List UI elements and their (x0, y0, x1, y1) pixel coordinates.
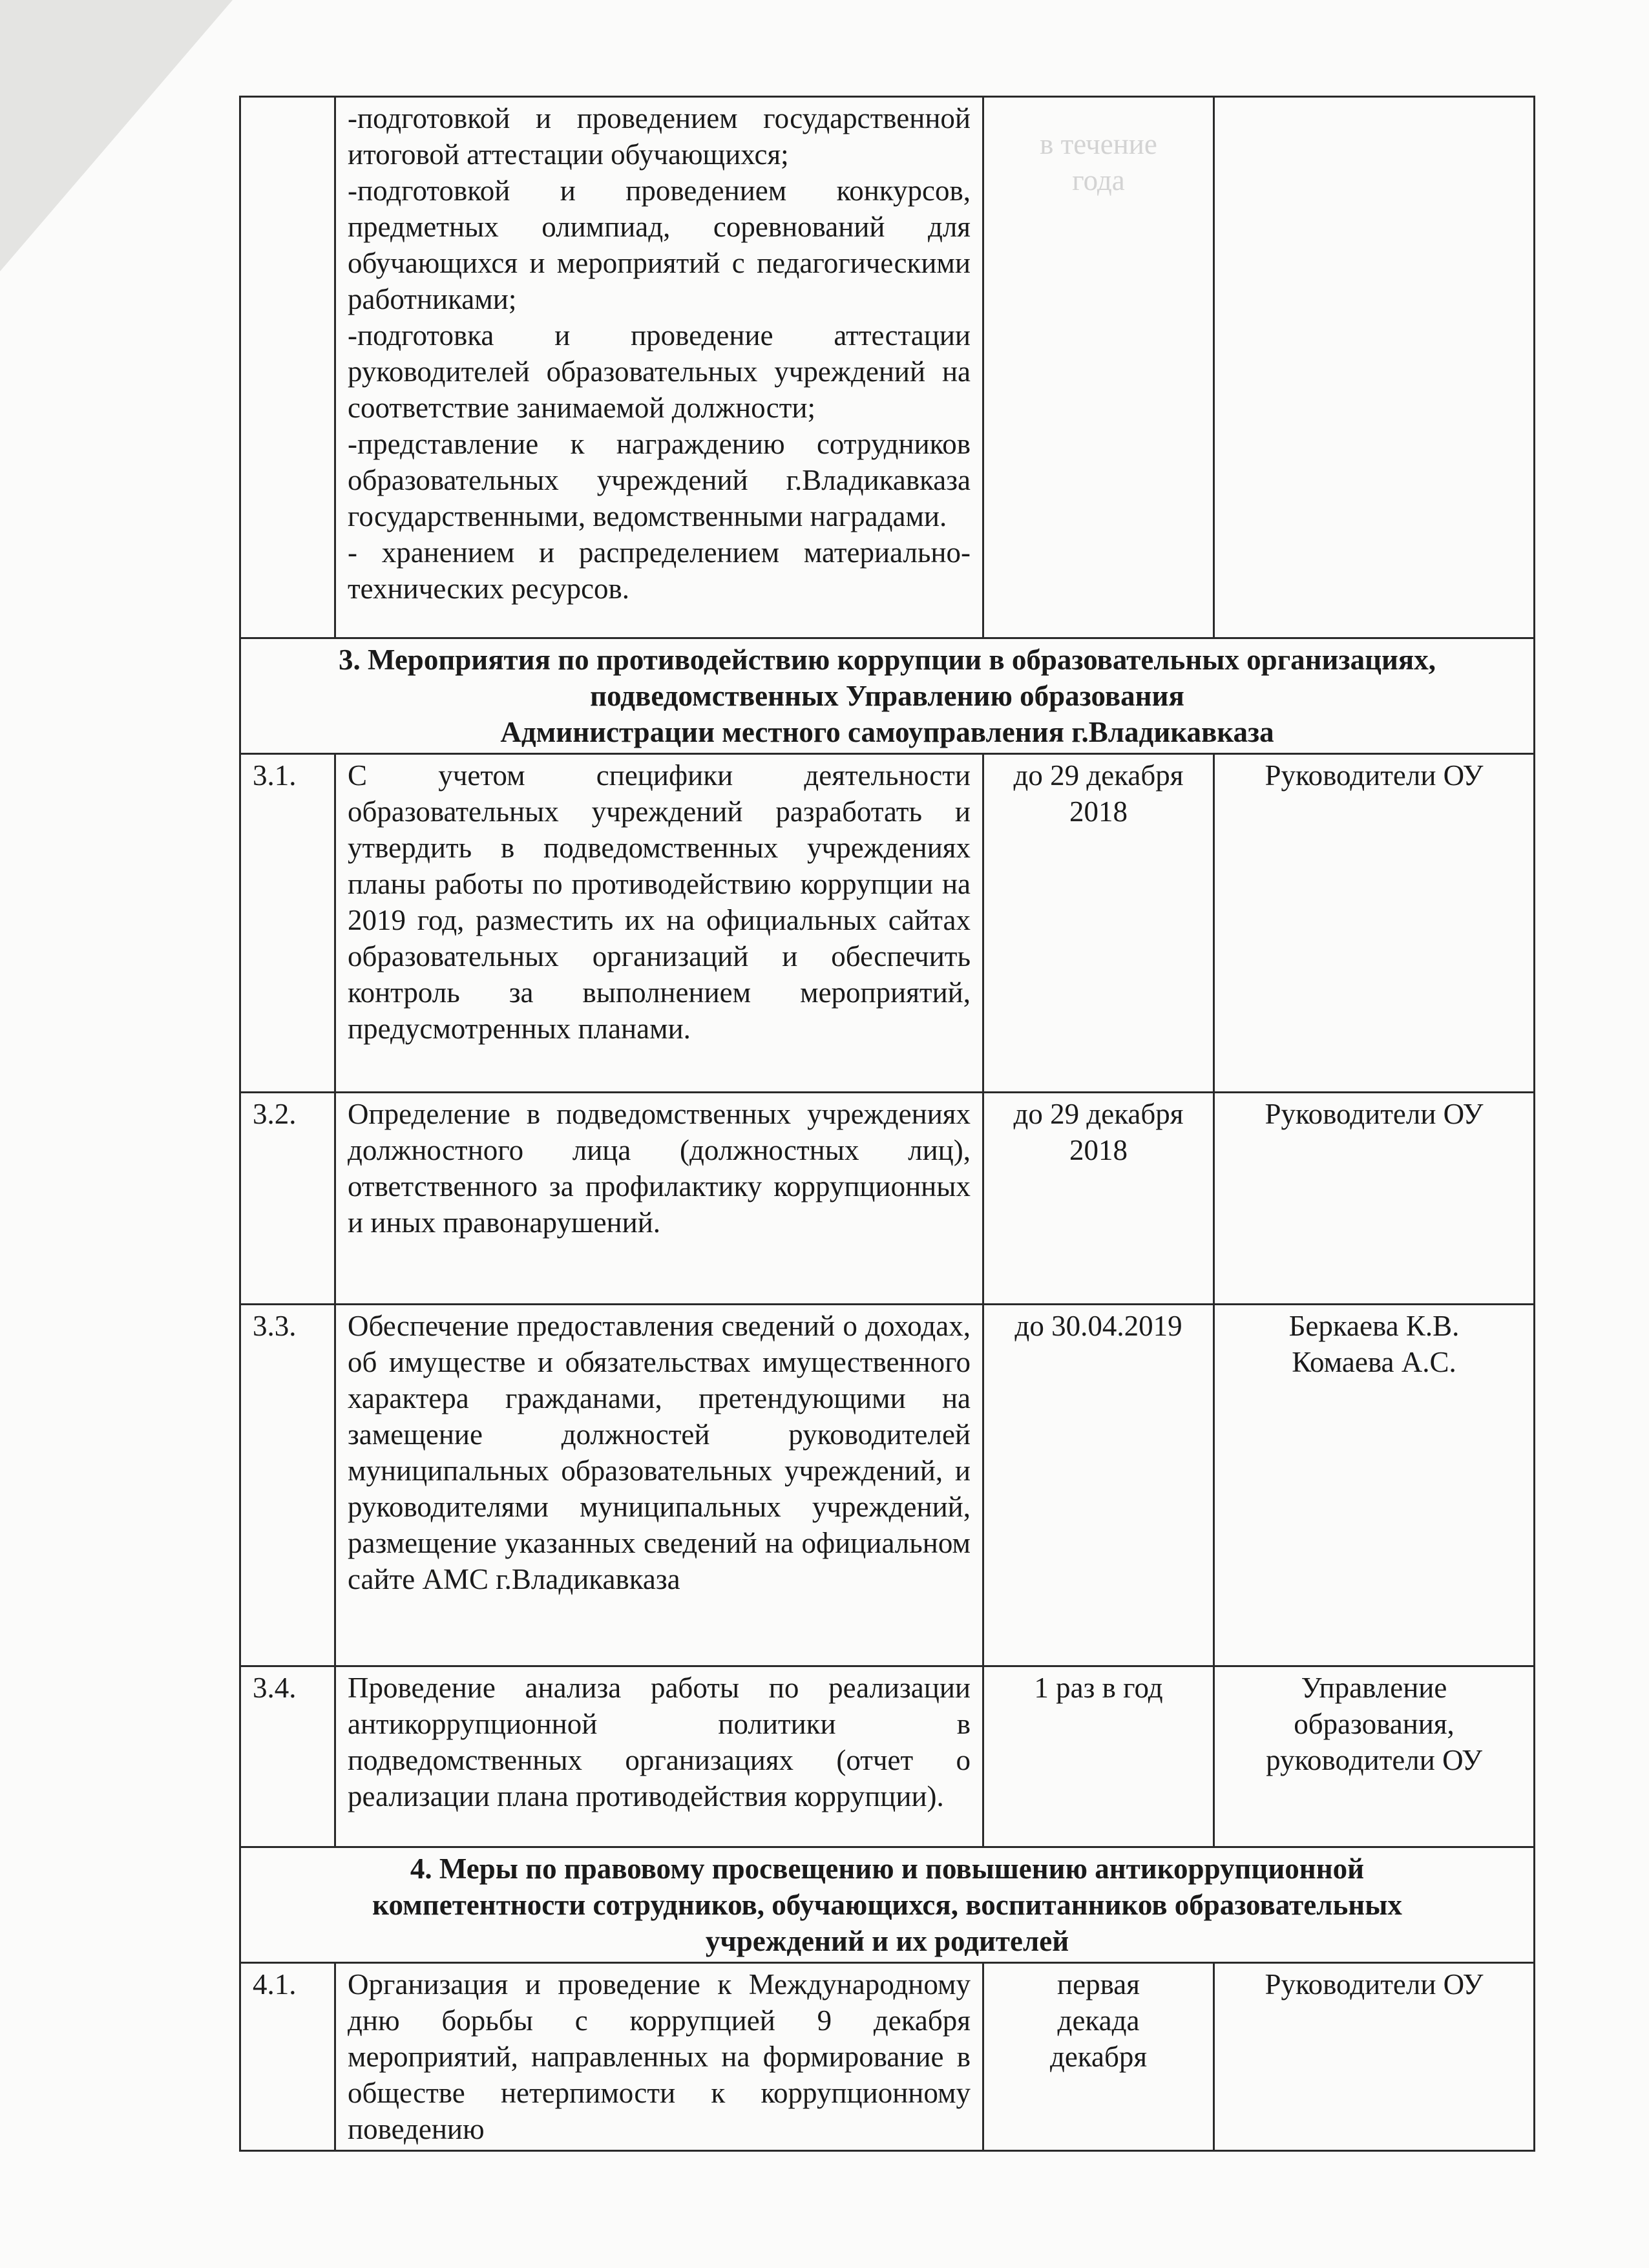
table-row (240, 1305, 1535, 1666)
continuation-line: - хранением и распределением материально-технических ресурсов. (348, 536, 971, 605)
section-title-line: 3. Мероприятия по противодействию коррупции в образовательных организациях, (338, 644, 1436, 676)
bleed-through-text: в течение (1040, 128, 1157, 160)
item-number: 3.4. (240, 1666, 335, 1847)
continuation-date-cell (983, 97, 1214, 638)
continuation-line: -представление к награждению сотрудников образовательных учреждений г.Владикавказа государственными, ведомственными наградами. (348, 428, 971, 532)
bleed-through-text: года (1072, 164, 1125, 196)
item-number: 4.1. (240, 1963, 335, 2151)
deadline-line: декабря (1049, 2041, 1148, 2073)
table-row (240, 1963, 1535, 2151)
section-title-line: 4. Меры по правовому просвещению и повышению антикоррупционной (410, 1853, 1365, 1885)
item-responsible (1214, 1666, 1535, 1847)
section-title-line: подведомственных Управлению образования (590, 680, 1184, 712)
section-title-line: учреждений и их родителей (705, 1925, 1069, 1957)
responsible-line: руководители ОУ (1266, 1744, 1482, 1776)
plan-table (239, 96, 1535, 2152)
item-responsible: Руководители ОУ (1214, 1963, 1535, 2151)
deadline-line: первая (1057, 1968, 1140, 2000)
section-3-title (240, 638, 1535, 754)
page-corner-shadow (0, 0, 233, 271)
continuation-text-cell (335, 97, 983, 638)
section-title-line: Администрации местного самоуправления г.Владикавказа (500, 716, 1274, 748)
item-description: Организация и проведение к Международному дню борьбы с коррупцией 9 декабря мероприятий, направленных на формирование в обществе нетерпимости к коррупционному поведению (335, 1963, 983, 2151)
item-deadline: 1 раз в год (983, 1666, 1214, 1847)
item-description: Определение в подведомственных учреждениях должностного лица (должностных лиц), ответственного за профилактику коррупционных и иных правонарушений. (335, 1093, 983, 1305)
item-description: Обеспечение предоставления сведений о доходах, об имуществе и обязательствах имущественного характера гражданами, претендующими на замещение должностей руководителей муниципальных образовательных учреждений, и руководителями муниципальных учреждений, размещение указанных сведений на официальном сайте АМС г.Владикавказа (335, 1305, 983, 1666)
continuation-line: -подготовка и проведение аттестации руководителей образовательных учреждений на соответствие занимаемой должности; (348, 319, 971, 424)
responsible-person: Комаева А.С. (1292, 1346, 1456, 1378)
item-number: 3.2. (240, 1093, 335, 1305)
item-deadline: до 29 декабря 2018 (983, 1093, 1214, 1305)
continuation-line: -подготовкой и проведением государственной итоговой аттестации обучающихся; (348, 102, 971, 171)
deadline-line: декада (1057, 2004, 1140, 2037)
section-4-title (240, 1847, 1535, 1963)
table-row (240, 754, 1535, 1093)
responsible-line: Управление (1301, 1672, 1447, 1704)
item-deadline: до 30.04.2019 (983, 1305, 1214, 1666)
item-number: 3.3. (240, 1305, 335, 1666)
item-responsible: Руководители ОУ (1214, 754, 1535, 1093)
item-description: Проведение анализа работы по реализации антикоррупционной политики в подведомственных организациях (отчет о реализации плана противодействия коррупции). (335, 1666, 983, 1847)
item-deadline: до 29 декабря 2018 (983, 754, 1214, 1093)
item-responsible (1214, 1305, 1535, 1666)
section-header-row (240, 638, 1535, 754)
item-number: 3.1. (240, 754, 335, 1093)
table-row (240, 1666, 1535, 1847)
item-deadline (983, 1963, 1214, 2151)
section-title-line: компетентности сотрудников, обучающихся, воспитанников образовательных (372, 1889, 1402, 1921)
continuation-line: -подготовкой и проведением конкурсов, предметных олимпиад, соревнований для обучающихся и мероприятий с педагогическими работниками; (348, 174, 971, 315)
continuation-row (240, 97, 1535, 638)
responsible-line: образования, (1294, 1708, 1455, 1740)
responsible-person: Беркаева К.В. (1288, 1310, 1460, 1342)
continuation-num-cell (240, 97, 335, 638)
item-responsible: Руководители ОУ (1214, 1093, 1535, 1305)
table-row (240, 1093, 1535, 1305)
section-header-row (240, 1847, 1535, 1963)
continuation-resp-cell (1214, 97, 1535, 638)
item-description: С учетом специфики деятельности образовательных учреждений разработать и утвердить в подведомственных учреждениях планы работы по противодействию коррупции на 2019 год, разместить их на официальных сайтах образовательных организаций и обеспечить контроль за выполнением мероприятий, предусмотренных планами. (335, 754, 983, 1093)
